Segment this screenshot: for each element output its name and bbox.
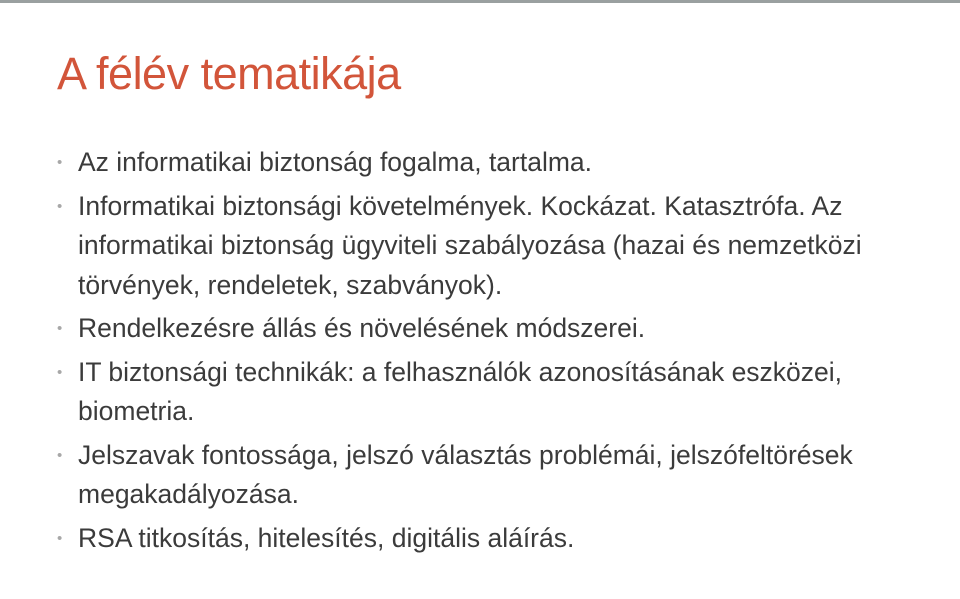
bullet-dot-icon: • [57,154,63,171]
bullet-dot-icon: • [57,197,63,215]
bullet-dot-icon: • [57,529,63,547]
bullet-text: Jelszavak fontossága, jelszó választás problémái, jelszófeltörések megakadályozása. [78,439,853,509]
slide-title: A félév tematikája [57,48,401,99]
bullet-text: Rendelkezésre állás és növelésének módszerei. [78,313,646,343]
bullet-dot-icon: • [57,363,63,381]
bullet-text: RSA titkosítás, hitelesítés, digitális aláírás. [78,522,575,553]
slide-top-rule [0,0,960,3]
bullet-item [57,436,937,515]
bullet-dot-icon: • [57,446,63,464]
bullet-list [57,143,937,562]
bullet-item [57,143,937,183]
bullet-text: IT biztonsági technikák: a felhasználók azonosításának eszközei, biometria. [78,356,843,426]
bullet-item [57,519,937,559]
bullet-dot-icon: • [57,320,63,337]
bullet-item [57,309,937,349]
bullet-text: Informatikai biztonsági követelmények. Kockázat. Katasztrófa. Az informatikai biztonság ügyviteli szabályozása (hazai és nemzetközi törvények, rendeletek, szabványok). [78,190,862,300]
bullet-text: Az informatikai biztonság fogalma, tartalma. [78,147,593,177]
bullet-item [57,187,937,306]
bullet-item [57,353,937,432]
